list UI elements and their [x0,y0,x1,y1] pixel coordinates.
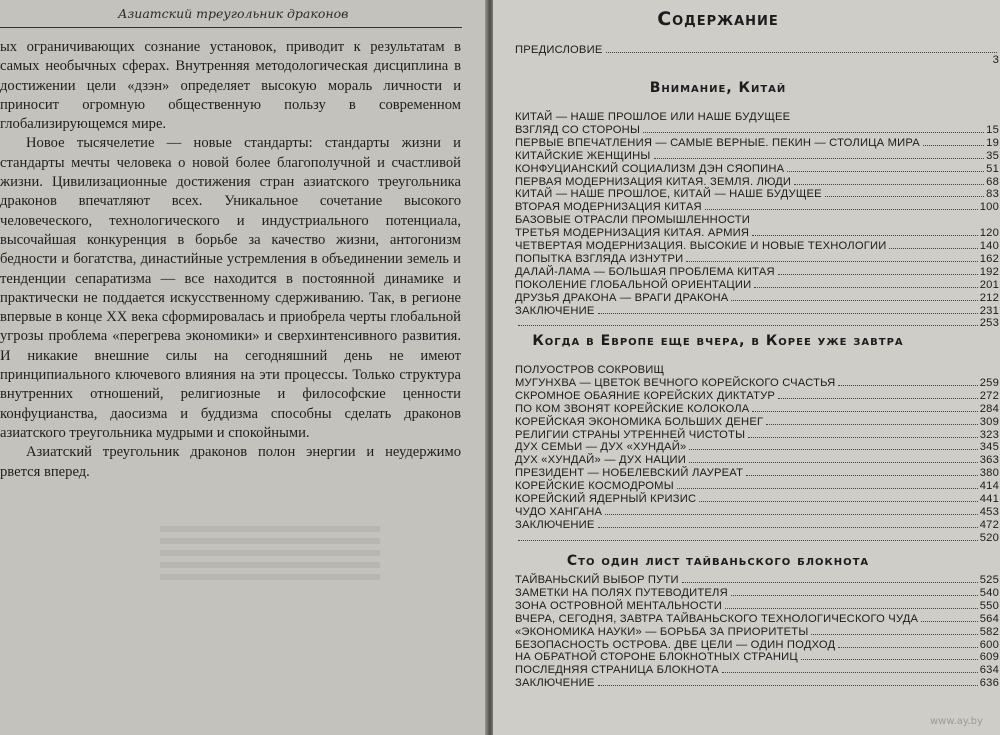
toc-entry [515,403,999,415]
toc-entry [515,493,999,505]
toc-entry-title: ДУХ «ХУНДАЙ» — ДУХ НАЦИИ [515,454,687,467]
leader-dots [598,527,978,528]
toc-entry-title: ДАЛАЙ-ЛАМА — БОЛЬШАЯ ПРОБЛЕМА КИТАЯ [515,265,775,278]
leader-dots [801,659,978,660]
toc-page-number: 272 [979,389,999,402]
toc-entry-title: ПОПЫТКА ВЗГЛЯДА ИЗНУТРИ [515,252,684,265]
toc-title: Содержание [657,8,779,30]
toc-entry-title: ПОКОЛЕНИЕ ГЛОБАЛЬНОЙ ОРИЕНТАЦИИ [515,278,752,291]
toc-entry [515,651,999,663]
toc-entry-title: ДРУЗЬЯ ДРАКОНА — ВРАГИ ДРАКОНА [515,291,729,304]
toc-entry [515,429,999,441]
toc-entry [515,253,999,265]
toc-page-number: 363 [979,454,999,467]
leader-dots [654,158,985,159]
toc-page-number: 600 [979,638,999,651]
leader-dots [689,462,978,463]
leader-dots [778,274,978,275]
leader-dots [748,437,978,438]
toc-entry-title: ПОЛУОСТРОВ СОКРОВИЩ [515,364,665,376]
leader-dots [754,287,977,288]
toc-entry-title: КИТАЙ — НАШЕ ПРОШЛОЕ, КИТАЙ — НАШЕ БУДУЩЕЕ [515,188,822,201]
leader-dots [689,449,977,450]
toc-entry [515,441,999,453]
section-heading: Внимание, Китай [649,80,787,96]
toc-page-number: 472 [979,518,999,531]
toc-entry [515,506,999,518]
toc-entry [515,639,999,651]
toc-entry [515,587,999,599]
toc-entry-title: «ЭКОНОМИКА НАУКИ» — БОРЬБА ЗА ПРИОРИТЕТЫ [515,625,809,638]
toc-page-number: 636 [979,677,999,690]
toc-page-number: 284 [979,402,999,415]
toc-entry [515,188,999,200]
toc-page-number: 201 [979,278,999,291]
toc-entry [515,317,999,329]
show-through-text [160,520,380,610]
toc-entry [515,137,999,149]
toc-entry-title: ЗАМЕТКИ НА ПОЛЯХ ПУТЕВОДИТЕЛЯ [515,586,728,599]
toc-entry-title: ТРЕТЬЯ МОДЕРНИЗАЦИЯ КИТАЯ. АРМИЯ [515,227,750,240]
header-rule [0,27,462,28]
toc-entry-title: КОРЕЙСКАЯ ЭКОНОМИКА БОЛЬШИХ ДЕНЕГ [515,415,764,428]
section-heading: Сто один лист тайваньского блокнота [566,553,870,569]
paragraph: Азиатский треугольник драконов полон энергии и неудержимо рвется вперед. [0,444,461,480]
toc-entry [515,364,999,376]
leader-dots [518,540,978,541]
leader-dots [722,672,978,673]
toc-entry-title: ПЕРВЫЕ ВПЕЧАТЛЕНИЯ — САМЫЕ ВЕРНЫЕ. ПЕКИН — СТОЛИЦА МИРА [515,136,920,149]
toc-entry [515,176,999,188]
toc-entry-title: ПОСЛЕДНЯЯ СТРАНИЦА БЛОКНОТА [515,664,719,677]
toc-entry-title: ЗАКЛЮЧЕНИЕ [515,518,595,531]
toc-entry-title: ДУХ СЕМЬИ — ДУХ «ХУНДАЙ» [515,441,687,454]
leader-dots [518,325,978,326]
section-heading: Когда в Европе еще вчера, в Корее уже завтра [532,333,904,349]
toc-entry [515,150,999,162]
leader-dots [794,184,984,185]
toc-entry [515,201,999,213]
toc-page-number: 19 [986,136,999,149]
toc-entry-title: ЗАКЛЮЧЕНИЕ [515,677,595,690]
toc-page-number: 120 [979,227,999,240]
toc-entry-title: ЗАКЛЮЧЕНИЕ [515,304,595,317]
toc-entry [515,279,999,291]
leader-dots [778,398,978,399]
toc-entry-title: ПО КОМ ЗВОНЯТ КОРЕЙСКИЕ КОЛОКОЛА [515,402,750,415]
leader-dots [643,132,984,133]
paragraph: Новое тысячелетие — новые стандарты: стандарты жизни и стандарты мечты человека о новой более благополучной и счастливой жизни. Цивилизационные достижения стран азиатского треугольника драконов впечатляют всех. Уникальное сочетание высокого человеческого, технологического и индустриального потенциала, высочайшая конкуренция в борьбе за качество жизни, антогонизм бедности и богатства, династийные устремления в объединении земель и тенденции сепаратизма — все находится в постоянной динамике и практически не поддается искусственному сдерживанию. Так, в регионе впервые в конце XX века сформировалась и приобрела черты глобальной угрозы проблема «перегрева экономики» и сверхинтенсивного развития. И никакие внешние силы на сегодняшний день не имеют принципиального ключевого влияния на эти процессы. Только структура внутренних отношений, религиозные и философские ценности конфуцианства, даосизма и буддизма способны сделать драконов азиатского треугольника мудрыми и спокойными. [0,135,461,441]
leader-dots [682,582,978,583]
leader-dots [889,248,977,249]
toc-page-number: 582 [979,625,999,638]
toc-entry [515,227,999,239]
leader-dots [606,52,998,53]
toc-entry-title: МУГУНХВА — ЦВЕТОК ВЕЧНОГО КОРЕЙСКОГО СЧАСТЬЯ [515,376,836,389]
toc-page-number: 140 [979,240,999,252]
toc-page-number: 259 [979,376,999,389]
toc-entry-title: БАЗОВЫЕ ОТРАСЛИ ПРОМЫШЛЕННОСТИ [515,214,751,227]
toc-page-number: 634 [979,664,999,677]
watermark: www.ay.by [930,716,983,727]
leader-dots [766,424,977,425]
leader-dots [705,209,978,210]
toc-page-number: 453 [979,505,999,518]
leader-dots [838,385,977,386]
leader-dots [699,501,977,502]
toc-entry-title: ВЧЕРА, СЕГОДНЯ, ЗАВТРА ТАЙВАНЬСКОГО ТЕХНОЛОГИЧЕСКОГО ЧУДА [515,612,919,625]
toc-entry-title: РЕЛИГИИ СТРАНЫ УТРЕННЕЙ ЧИСТОТЫ [515,428,746,441]
leader-dots [725,608,978,609]
leader-dots [811,634,977,635]
toc-entry [515,266,999,278]
toc-entry-preface-page [515,54,999,66]
toc-page-number: 441 [979,493,999,505]
leader-dots [605,514,978,515]
toc-entry [515,664,999,676]
toc-entry [515,480,999,492]
leader-dots [598,685,978,686]
toc-entry [515,163,999,175]
toc-page-number: 564 [979,612,999,625]
toc-page-number: 525 [979,574,999,586]
toc-entry-title: ПЕРВАЯ МОДЕРНИЗАЦИЯ КИТАЯ. ЗЕМЛЯ. ЛЮДИ [515,175,792,188]
toc-entry [515,600,999,612]
toc-entry [515,292,999,304]
leader-dots [838,647,977,648]
toc-entry [515,467,999,479]
toc-entry [515,519,999,531]
toc-entry [515,454,999,466]
toc-page-number: 83 [986,188,999,201]
toc-entry [515,677,999,689]
toc-entry-title: ЧЕТВЕРТАЯ МОДЕРНИЗАЦИЯ. ВЫСОКИЕ И НОВЫЕ ТЕХНОЛОГИИ [515,240,887,252]
leader-dots [752,235,978,236]
toc-page-number: 414 [979,480,999,493]
toc-entry [515,390,999,402]
leader-dots [677,488,978,489]
toc-page-number: 15 [986,123,999,136]
toc-entry-title: КОНФУЦИАНСКИЙ СОЦИАЛИЗМ ДЭН СЯОПИНА [515,162,785,175]
toc-page-number: 345 [979,441,999,454]
toc-entry [515,305,999,317]
left-page [0,0,487,735]
toc-entry [515,124,999,136]
toc-page-number: 520 [979,531,999,544]
toc-entry-title: КОРЕЙСКИЙ ЯДЕРНЫЙ КРИЗИС [515,493,697,505]
toc-entry [515,574,999,586]
toc-entry [515,240,999,252]
toc-entry-title: КИТАЙСКИЕ ЖЕНЩИНЫ [515,149,651,162]
leader-dots [686,261,977,262]
toc-entry [515,377,999,389]
toc-entry-title: БЕЗОПАСНОСТЬ ОСТРОВА. ДВЕ ЦЕЛИ — ОДИН ПОДХОД [515,638,836,651]
toc-page-number: 162 [979,252,999,265]
toc-page-number: 550 [979,599,999,612]
leader-dots [921,621,978,622]
toc-page-number: 212 [979,291,999,304]
leader-dots [787,171,984,172]
toc-entry [515,626,999,638]
toc-entry-title: ПРЕДИСЛОВИЕ [515,44,603,56]
right-page [493,0,1000,735]
toc-page-number: 309 [979,415,999,428]
toc-page-number: 68 [986,175,999,188]
toc-entry-title: ВЗГЛЯД СО СТОРОНЫ [515,123,641,136]
toc-entry-title: ЗОНА ОСТРОВНОЙ МЕНТАЛЬНОСТИ [515,599,723,612]
toc-page-number: 380 [979,467,999,480]
toc-entry [515,111,999,123]
toc-page-number: 192 [979,265,999,278]
toc-page-number: 100 [979,201,999,214]
toc-entry-title: КОРЕЙСКИЕ КОСМОДРОМЫ [515,480,674,493]
toc-entry [515,416,999,428]
toc-page-number: 35 [986,149,999,162]
leader-dots [825,196,984,197]
toc-entry-title: ВТОРАЯ МОДЕРНИЗАЦИЯ КИТАЯ [515,201,702,214]
toc-page-number: 231 [979,304,999,317]
toc-entry-title: НА ОБРАТНОЙ СТОРОНЕ БЛОКНОТНЫХ СТРАНИЦ [515,651,798,664]
leader-dots [598,313,978,314]
toc-entry [515,532,999,544]
leader-dots [746,475,978,476]
toc-page-number: 253 [979,317,999,330]
toc-entry-title: ПРЕЗИДЕНТ — НОБЕЛЕВСКИЙ ЛАУРЕАТ [515,467,744,480]
leader-dots [731,300,977,301]
body-text [0,38,461,482]
paragraph: ых ограничивающих сознание установок, приводит к результатам в самых необычных сферах. Внутренняя методологическая дисциплина в достижении цели «дзэн» определяет высокую мораль личности и приносит огромную общественную пользу в современном глобализирующемся мире. [0,39,461,133]
leader-dots [731,595,978,596]
leader-dots [923,145,984,146]
toc-page-number: 51 [986,162,999,175]
toc-page-number: 540 [979,586,999,599]
toc-page-number: 3 [992,54,999,66]
toc-entry [515,613,999,625]
leader-dots [752,411,977,412]
toc-page-number: 323 [979,428,999,441]
toc-entry-title: СКРОМНОЕ ОБАЯНИЕ КОРЕЙСКИХ ДИКТАТУР [515,389,776,402]
toc-entry [515,214,999,226]
toc-entry-title: КИТАЙ — НАШЕ ПРОШЛОЕ ИЛИ НАШЕ БУДУЩЕЕ [515,111,791,123]
toc-entry-title: ТАЙВАНЬСКИЙ ВЫБОР ПУТИ [515,574,679,586]
toc-page-number: 609 [979,651,999,664]
toc-entry-title: ЧУДО ХАНГАНА [515,505,603,518]
running-head: Азиатский треугольник драконов [118,6,349,21]
